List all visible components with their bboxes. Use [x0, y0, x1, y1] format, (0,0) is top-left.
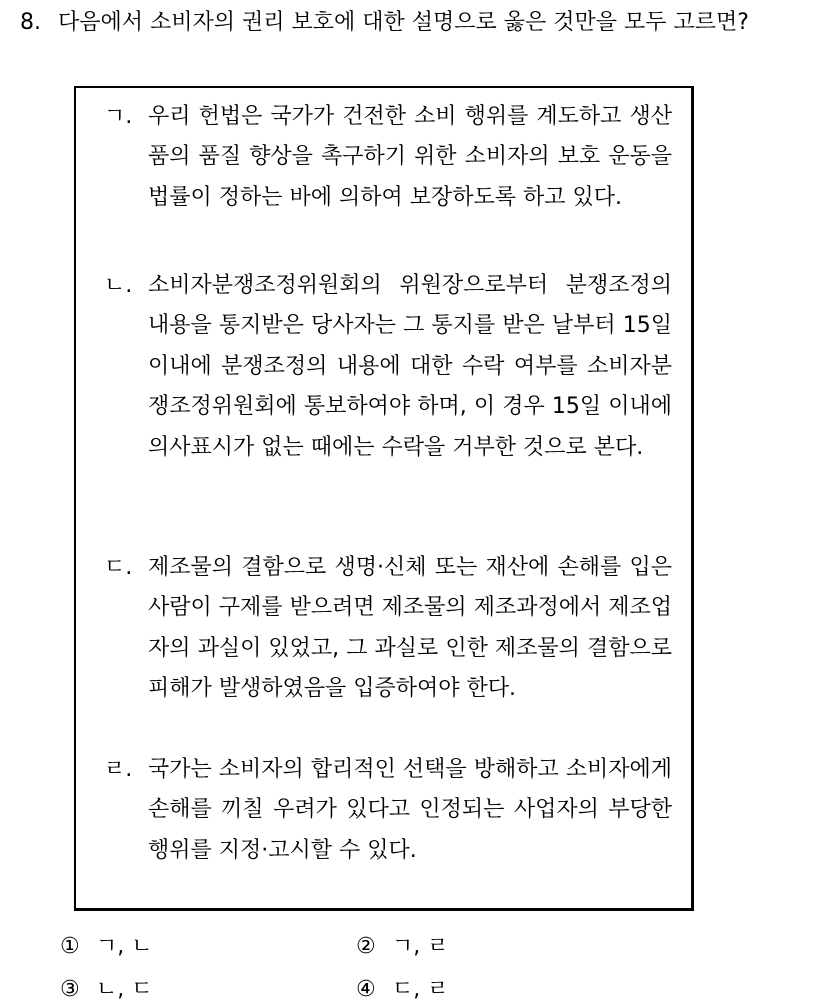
choice-text: ㄴ, ㄷ — [96, 977, 153, 1002]
question-text: 다음에서 소비자의 권리 보호에 대한 설명으로 옳은 것만을 모두 고르면? — [58, 10, 749, 35]
choice-2[interactable] — [356, 932, 449, 962]
statement-c — [104, 548, 672, 710]
statement-text: 우리 헌법은 국가가 건전한 소비 행위를 계도하고 생산품의 품질 향상을 촉구하기 위한 소비자의 보호 운동을 법률이 정하는 바에 의하여 보장하도록 하고 있다. — [148, 104, 672, 210]
statement-label: ㄴ. — [104, 273, 133, 298]
question-number: 8. — [20, 10, 41, 35]
statement-label: ㄱ. — [104, 104, 133, 129]
statement-b — [104, 266, 672, 468]
statement-label: ㄷ. — [104, 555, 133, 580]
choice-4[interactable] — [356, 975, 449, 1005]
choice-1[interactable] — [60, 932, 153, 962]
statement-text: 소비자분쟁조정위원회의 위원장으로부터 분쟁조정의 내용을 통지받은 당사자는 그 통지를 받은 날부터 15일 이내에 분쟁조정의 내용에 대한 수락 여부를 소비자분쟁조정위원회에 통보하여야 하며, 이 경우 15일 이내에 의사표시가 없는 때에는 수락을 거부한 것으로 본다. — [148, 273, 672, 460]
choice-text: ㄷ, ㄹ — [392, 977, 449, 1002]
choice-text: ㄱ, ㄹ — [392, 934, 449, 959]
choice-3[interactable] — [60, 975, 153, 1005]
statement-text: 제조물의 결함으로 생명·신체 또는 재산에 손해를 입은 사람이 구제를 받으려면 제조물의 제조과정에서 제조업자의 과실이 있었고, 그 과실로 인한 제조물의 결함으로 피해가 발생하였음을 입증하여야 한다. — [148, 555, 672, 702]
choice-number: ② — [356, 934, 376, 959]
statement-label: ㄹ. — [104, 757, 133, 782]
choice-text: ㄱ, ㄴ — [96, 934, 153, 959]
choice-number: ① — [60, 934, 80, 959]
choice-number: ④ — [356, 977, 376, 1002]
choice-number: ③ — [60, 977, 80, 1002]
statement-a — [104, 97, 672, 218]
statement-text: 국가는 소비자의 합리적인 선택을 방해하고 소비자에게 손해를 끼칠 우려가 있다고 인정되는 사업자의 부당한 행위를 지정·고시할 수 있다. — [148, 757, 672, 863]
statement-d — [104, 750, 672, 871]
